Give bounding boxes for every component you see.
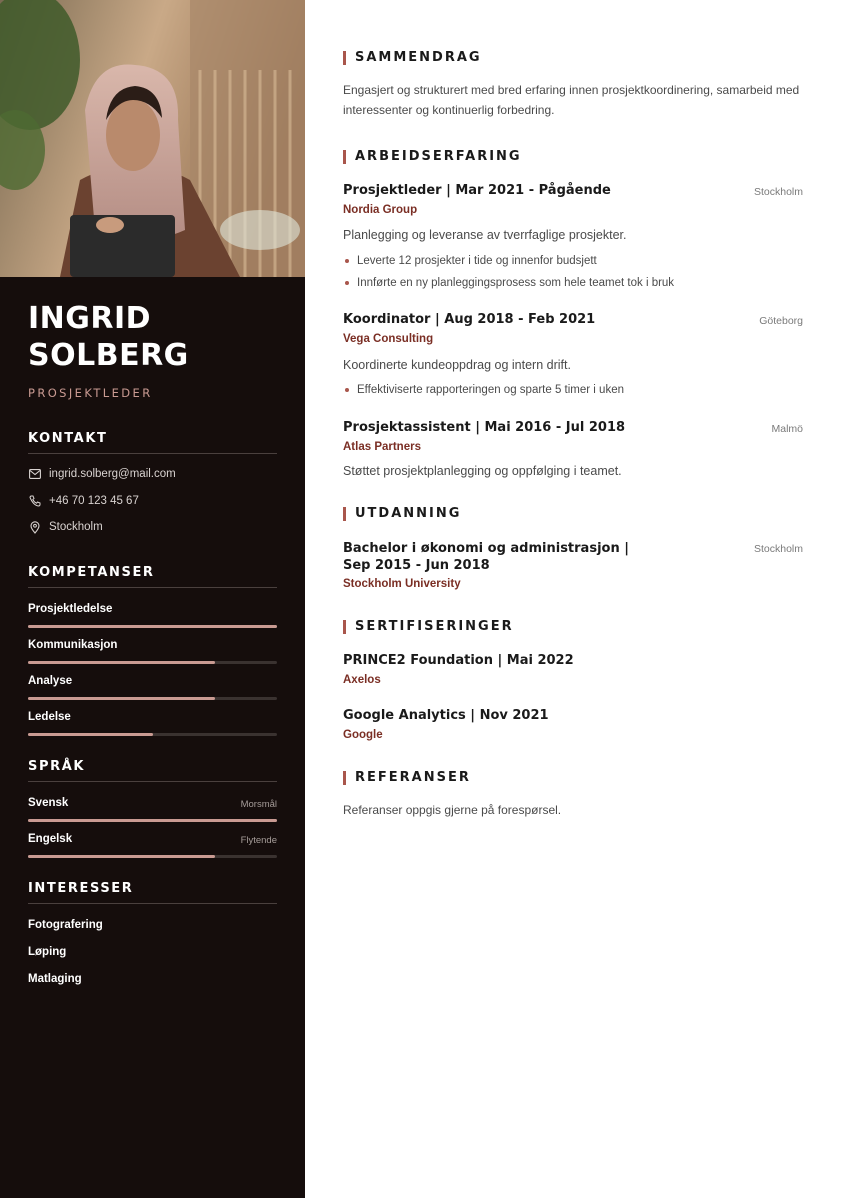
job-description: Støttet prosjektplanlegging og oppfølging i teamet. [343,464,622,478]
job-bullet [343,384,624,396]
candidate-name [28,300,288,374]
bullet-text: Effektiviserte rapporteringen og sparte 5 timer i uken [357,384,624,396]
degree-title [343,540,643,574]
skill-label: Prosjektledelse [28,603,113,615]
profile-photo [0,0,305,277]
school-location: Stockholm [753,543,803,555]
skill-bar [28,661,277,664]
job-location: Malmö [771,423,803,435]
interest-item: Fotografering [28,919,103,931]
phone-icon [28,494,42,508]
bullet-dot [345,259,349,263]
certification-title: PRINCE2 Foundation | Mai 2022 [343,653,574,668]
experience-heading-text: ARBEIDSERFARING [355,149,522,164]
language-bar-fill [28,855,215,858]
heading-accent-bar [343,620,346,634]
bullet-dot [345,388,349,392]
heading-accent-bar [343,507,346,521]
location-text: Stockholm [49,521,103,533]
phone-text: +46 70 123 45 67 [49,495,139,507]
interests-heading: INTERESSER [28,881,277,904]
education-heading-text: UTDANNING [355,506,462,521]
language-level: Flytende [240,835,277,846]
job-bullet [343,255,597,267]
contact-email[interactable] [28,467,176,481]
language-bar-fill [28,819,277,822]
heading-accent-bar [343,771,346,785]
location-pin-icon [28,520,42,534]
language-level: Morsmål [240,799,277,810]
job-title: Prosjektleder | Mar 2021 - Pågående [343,183,611,198]
references-heading [343,770,471,785]
job-title: Koordinator | Aug 2018 - Feb 2021 [343,312,596,327]
experience-heading [343,149,522,164]
references-heading-text: REFERANSER [355,770,471,785]
summary-heading-text: SAMMENDRAG [355,50,482,65]
job-location: Göteborg [759,315,803,327]
email-text: ingrid.solberg@mail.com [49,468,176,480]
skill-label: Ledelse [28,711,71,723]
contact-heading: KONTAKT [28,431,277,454]
certification-title: Google Analytics | Nov 2021 [343,708,549,723]
job-bullet [343,277,674,289]
skill-bar-fill [28,661,215,664]
job-description: Koordinerte kundeoppdrag og intern drift. [343,358,571,372]
mail-icon [28,467,42,481]
language-label: Svensk [28,797,69,809]
references-text: Referanser oppgis gjerne på forespørsel. [343,803,562,817]
education-heading [343,506,461,521]
degree-dates: Sep 2015 - Jun 2018 [343,558,490,573]
skill-bar-fill [28,733,153,736]
summary-text: Engasjert og strukturert med bred erfaring innen prosjektkoordinering, samarbeid med interessenter og kontinuerlig forbedring. [343,83,800,117]
company-name: Atlas Partners [343,441,421,453]
company-name: Nordia Group [343,204,418,216]
sidebar [0,0,305,1198]
skill-bar-fill [28,697,215,700]
languages-heading: SPRÅK [28,759,277,782]
heading-accent-bar [343,150,346,164]
language-label: Engelsk [28,833,73,845]
interest-item: Matlaging [28,973,82,985]
skill-bar [28,697,277,700]
skill-bar-fill [28,625,277,628]
school-name: Stockholm University [343,578,461,590]
skill-label: Kommunikasjon [28,639,118,651]
skills-heading: KOMPETANSER [28,565,277,588]
summary-heading [343,50,482,65]
interest-item: Løping [28,946,67,958]
name-last: SOLBERG [28,338,189,373]
skill-bar [28,733,277,736]
job-role: PROSJEKTLEDER [28,386,153,400]
bullet-dot [345,281,349,285]
company-name: Vega Consulting [343,333,434,345]
language-bar [28,819,277,822]
name-first: INGRID [28,301,152,336]
bullet-text: Leverte 12 prosjekter i tide og innenfor budsjett [357,255,597,267]
heading-accent-bar [343,51,346,65]
bullet-text: Innførte en ny planleggingsprosess som hele teamet tok i bruk [357,277,675,289]
language-bar [28,855,277,858]
contact-location [28,520,103,534]
skill-bar [28,625,277,628]
job-description: Planlegging og leveranse av tverrfaglige prosjekter. [343,228,627,242]
certification-issuer: Google [343,729,383,741]
certifications-heading-text: SERTIFISERINGER [355,619,514,634]
job-location: Stockholm [753,186,803,198]
job-title: Prosjektassistent | Mai 2016 - Jul 2018 [343,420,626,435]
certifications-heading [343,619,514,634]
contact-phone[interactable] [28,494,139,508]
skill-label: Analyse [28,675,73,687]
certification-issuer: Axelos [343,674,381,686]
degree-title-line: Bachelor i økonomi og administrasjon | [343,541,629,556]
